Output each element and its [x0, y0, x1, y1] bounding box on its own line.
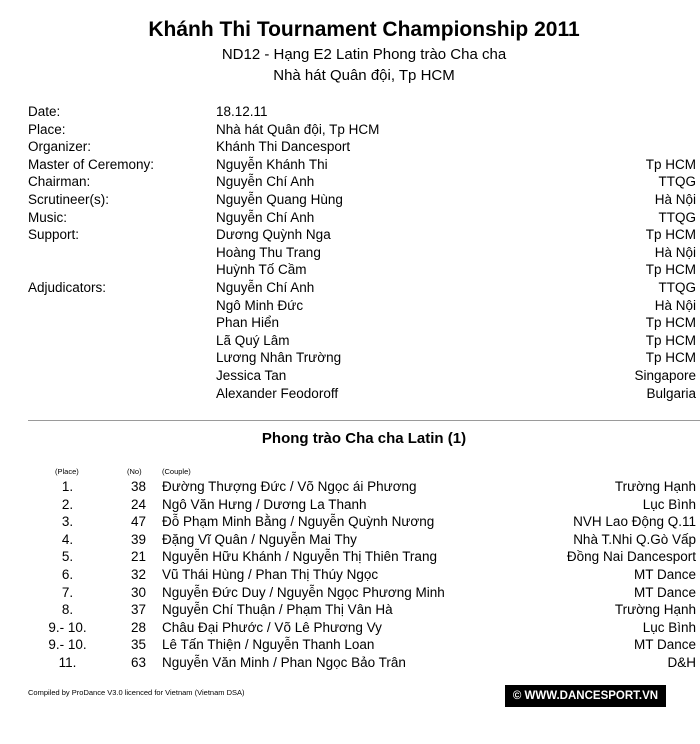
result-row: [28, 584, 696, 602]
result-row: [28, 478, 696, 496]
info-label: Support:: [28, 227, 80, 243]
info-row: [28, 314, 696, 332]
info-label: Scrutineer(s):: [28, 191, 110, 207]
info-label: Date:: [28, 104, 61, 119]
result-row: [28, 636, 696, 654]
result-couple: Châu Đại Phước / Võ Lê Phương Vy: [162, 619, 382, 635]
result-number: 38: [130, 479, 146, 494]
info-row: [28, 138, 696, 156]
info-label: Adjudicators:: [28, 279, 107, 295]
result-number: 30: [130, 584, 146, 600]
result-row: [28, 654, 696, 672]
result-place: 9.- 10.: [48, 619, 87, 635]
info-row: [28, 332, 696, 350]
info-row: [28, 191, 696, 209]
result-number: 47: [130, 514, 146, 530]
result-couple: Nguyễn Đức Duy / Nguyễn Ngọc Phương Minh: [162, 584, 445, 600]
info-name: Nguyễn Chí Anh: [216, 174, 315, 190]
info-org: Hà Nội: [654, 191, 696, 207]
section-divider: [28, 420, 700, 421]
result-couple: Đỗ Phạm Minh Bằng / Nguyễn Quỳnh Nương: [162, 514, 435, 530]
info-org: TTQG: [658, 209, 696, 225]
result-couple: Vũ Thái Hùng / Phan Thị Thúy Ngọc: [162, 566, 379, 582]
result-place: 5.: [61, 549, 74, 565]
result-couple: Đường Thượng Đức / Võ Ngọc ái Phương: [162, 479, 417, 494]
info-name: Nguyễn Khánh Thi: [216, 156, 328, 172]
result-club: Đồng Nai Dancesport: [566, 549, 696, 565]
footer-note: Compiled by ProDance V3.0 licenced for Vietnam (Vietnam DSA): [28, 688, 245, 697]
result-couple: Lê Tấn Thiện / Nguyễn Thanh Loan: [162, 637, 375, 653]
info-name: Dương Quỳnh Nga: [216, 227, 331, 243]
result-couple: Nguyễn Văn Minh / Phan Ngọc Bảo Trân: [162, 654, 406, 670]
watermark-logo: © WWW.DANCESPORT.VN: [505, 685, 666, 707]
info-name: Phan Hiển: [216, 315, 280, 331]
info-name: Lã Quý Lâm: [216, 332, 290, 348]
result-place: 7.: [61, 584, 74, 600]
result-number: 39: [130, 531, 146, 547]
info-row: [28, 121, 696, 139]
info-name: Nguyễn Quang Hùng: [216, 191, 343, 207]
result-club: MT Dance: [633, 637, 696, 653]
result-row: [28, 531, 696, 549]
result-number: 35: [130, 637, 146, 653]
info-org: Tp HCM: [645, 156, 696, 172]
info-name: Ngô Minh Đức: [216, 297, 304, 313]
info-org: Hà Nội: [654, 297, 696, 313]
info-row: [28, 367, 696, 385]
info-org: Tp HCM: [645, 332, 696, 348]
result-number: 24: [130, 496, 146, 512]
couple-column-header: (Couple): [162, 467, 191, 476]
result-number: 21: [130, 549, 146, 565]
result-club: Nhà T.Nhi Q.Gò Vấp: [573, 531, 696, 547]
info-row: [28, 349, 696, 367]
info-table: [28, 103, 696, 402]
info-org: Tp HCM: [645, 350, 696, 366]
result-row: [28, 548, 696, 566]
info-row: [28, 156, 696, 174]
info-name: Nhà hát Quân đội, Tp HCM: [216, 121, 380, 137]
page-title: Khánh Thi Tournament Championship 2011: [148, 18, 580, 41]
info-row: [28, 209, 696, 227]
result-place: 1.: [61, 479, 74, 494]
results-table: [28, 478, 696, 672]
info-label: Master of Ceremony:: [28, 156, 155, 172]
info-row: [28, 173, 696, 191]
result-couple: Nguyễn Chí Thuận / Phạm Thị Vân Hà: [162, 602, 393, 618]
result-place: 9.- 10.: [48, 637, 87, 653]
info-org: Hà Nội: [654, 244, 696, 260]
result-number: 63: [130, 654, 146, 670]
result-couple: Ngô Văn Hưng / Dương La Thanh: [162, 496, 367, 512]
result-place: 11.: [58, 654, 77, 670]
no-column-header: (No): [127, 467, 142, 476]
info-name: Lương Nhân Trường: [216, 350, 342, 366]
result-club: Trường Hạnh: [614, 479, 696, 494]
info-name: Alexander Feodoroff: [216, 385, 339, 401]
section-title: Phong trào Cha cha Latin (1): [261, 430, 467, 447]
result-couple: Nguyễn Hữu Khánh / Nguyễn Thị Thiên Trang: [162, 549, 437, 565]
info-row: [28, 103, 696, 121]
info-row: [28, 244, 696, 262]
info-name: 18.12.11: [216, 104, 268, 119]
info-org: Tp HCM: [645, 262, 696, 278]
info-name: Jessica Tan: [216, 367, 287, 383]
info-label: Chairman:: [28, 174, 91, 190]
info-label: Organizer:: [28, 139, 92, 155]
info-org: TTQG: [658, 279, 696, 295]
info-label: Music:: [28, 209, 68, 225]
info-org: Singapore: [634, 367, 696, 383]
event-subtitle: ND12 - Hạng E2 Latin Phong trào Cha cha: [221, 46, 507, 63]
info-org: Tp HCM: [645, 315, 696, 331]
result-row: [28, 601, 696, 619]
info-row: [28, 226, 696, 244]
result-place: 2.: [61, 496, 74, 512]
result-club: Trường Hạnh: [614, 602, 696, 618]
result-row: [28, 566, 696, 584]
info-name: Khánh Thi Dancesport: [216, 139, 351, 155]
event-venue: Nhà hát Quân đội, Tp HCM: [273, 67, 455, 84]
info-org: TTQG: [658, 174, 696, 190]
result-number: 32: [130, 566, 146, 582]
result-place: 4.: [61, 531, 74, 547]
info-name: Huỳnh Tố Cầm: [216, 262, 307, 278]
info-org: Bulgaria: [646, 385, 696, 401]
result-row: [28, 513, 696, 531]
result-club: D&H: [667, 654, 696, 670]
info-row: [28, 385, 696, 403]
info-org: Tp HCM: [645, 227, 696, 243]
info-name: Nguyễn Chí Anh: [216, 209, 315, 225]
result-row: [28, 496, 696, 514]
result-club: Lục Bình: [642, 496, 696, 512]
info-label: Place:: [28, 121, 66, 137]
result-number: 37: [130, 602, 146, 618]
result-club: MT Dance: [633, 566, 696, 582]
result-club: NVH Lao Động Q.11: [573, 514, 696, 530]
result-place: 6.: [61, 566, 74, 582]
result-couple: Đặng Vĩ Quân / Nguyễn Mai Thy: [162, 531, 357, 547]
result-row: [28, 619, 696, 637]
result-place: 3.: [61, 514, 74, 530]
result-number: 28: [130, 619, 146, 635]
info-name: Nguyễn Chí Anh: [216, 279, 315, 295]
result-club: Lục Bình: [642, 619, 696, 635]
info-row: [28, 261, 696, 279]
info-row: [28, 279, 696, 297]
place-column-header: (Place): [55, 467, 79, 476]
info-name: Hoàng Thu Trang: [216, 244, 321, 260]
result-place: 8.: [61, 602, 74, 618]
result-club: MT Dance: [633, 584, 696, 600]
info-row: [28, 297, 696, 315]
